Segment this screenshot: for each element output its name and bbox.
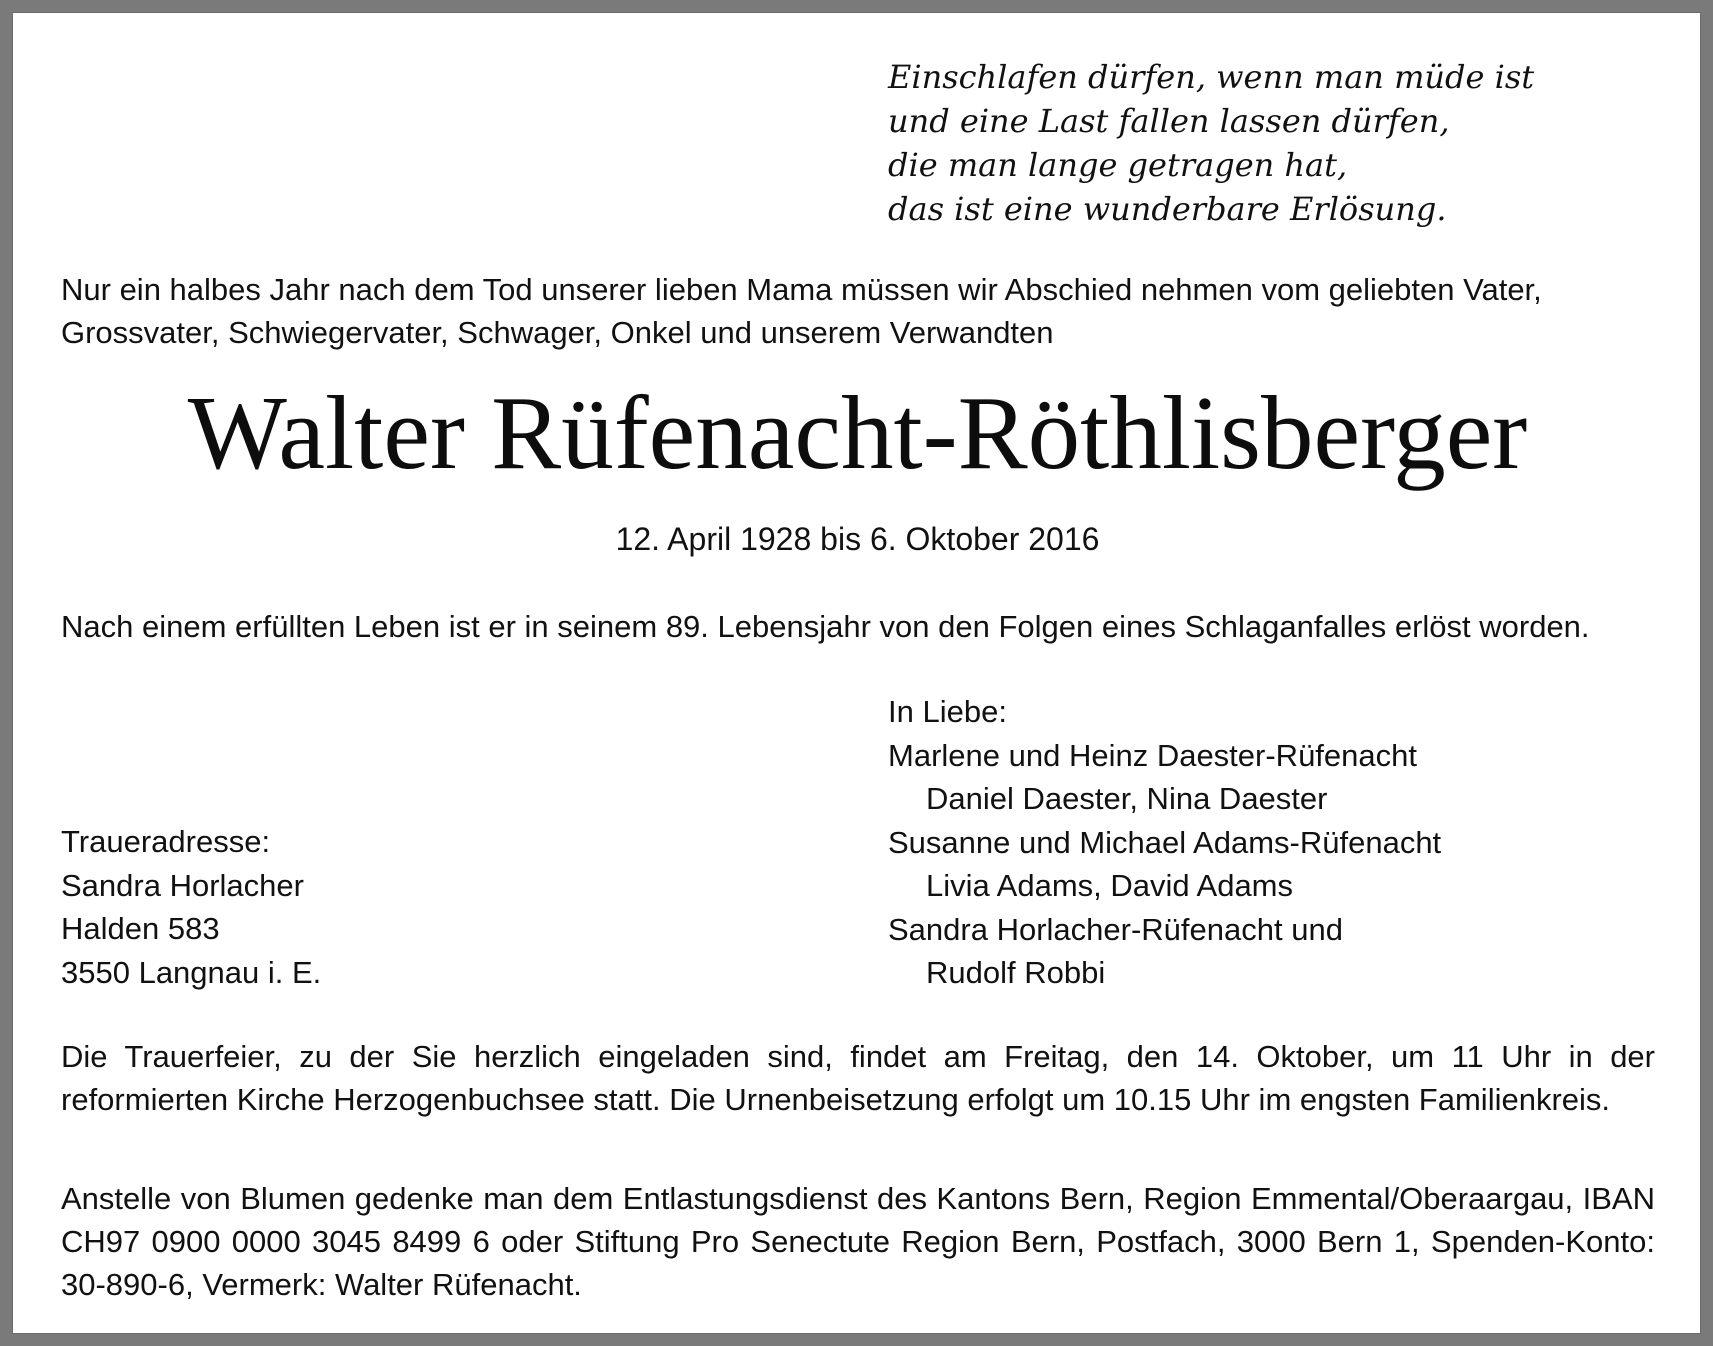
address-label: Traueradresse:	[61, 824, 271, 859]
family-member: Marlene und Heinz Daester-Rüfenacht	[888, 737, 1417, 773]
family-member: Daniel Daester, Nina Daester	[926, 781, 1328, 816]
family-member: Livia Adams, David Adams	[926, 868, 1294, 903]
poem-line: und eine Last fallen lassen dürfen,	[888, 102, 1450, 140]
deceased-name: Walter Rüfenacht-Röthlisberger	[187, 374, 1528, 491]
intro-text: Nur ein halbes Jahr nach dem Tod unserer lieben Mama müssen wir Abschied nehmen vom geliebten Vater, Grossvater, Schwiegervater, Schwager, Onkel und unserem Verwandten	[61, 272, 1542, 350]
family-heading: In Liebe:	[888, 694, 1007, 729]
address-line: 3550 Langnau i. E.	[61, 954, 322, 990]
poem	[888, 55, 1534, 231]
life-statement: Nach einem erfüllten Leben ist er in seinem 89. Lebensjahr von den Folgen eines Schlaganfalles erlöst worden.	[61, 609, 1590, 644]
life-dates: 12. April 1928 bis 6. Oktober 2016	[615, 521, 1100, 557]
poem-line: Einschlafen dürfen, wenn man müde ist	[888, 58, 1535, 96]
donation-text: Anstelle von Blumen gedenke man dem Entlastungsdienst des Kantons Bern, Region Emmental/Oberaargau, IBAN CH97 0900 0000 3045 8499 6 oder Stiftung Pro Senectute Region Bern, Postfach, 3000 Bern 1, Spenden-Konto: 30-890-6, Vermerk: Walter Rüfenacht.	[61, 1181, 1655, 1302]
poem-line: die man lange getragen hat,	[888, 146, 1348, 184]
poem-line: das ist eine wunderbare Erlösung.	[888, 190, 1447, 228]
family-member: Rudolf Robbi	[926, 955, 1106, 990]
obituary-notice	[12, 12, 1701, 1334]
family-member: Susanne und Michael Adams-Rüfenacht	[888, 824, 1442, 860]
address-line: Sandra Horlacher	[61, 867, 304, 903]
family-list	[888, 690, 1441, 995]
funeral-service-text: Die Trauerfeier, zu der Sie herzlich eingeladen sind, findet am Freitag, den 14. Oktober, um 11 Uhr in der reformierten Kirche Herzogenbuchsee statt. Die Urnenbeisetzung erfolgt um 10.15 Uhr im engsten Familienkreis.	[61, 1039, 1655, 1117]
family-member: Sandra Horlacher-Rüfenacht und	[888, 911, 1343, 947]
mourning-address	[61, 820, 321, 994]
address-line: Halden 583	[61, 911, 220, 946]
